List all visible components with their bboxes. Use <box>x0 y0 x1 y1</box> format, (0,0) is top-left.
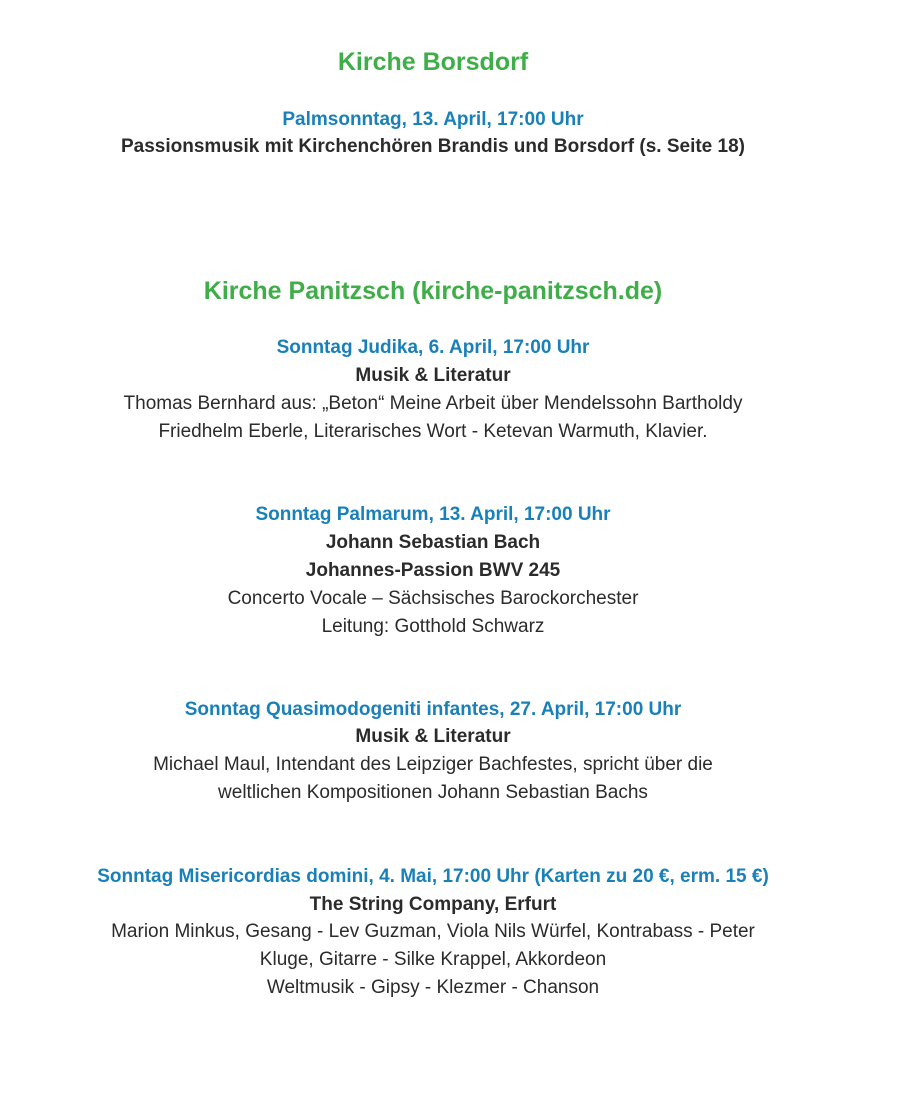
event-title-misericordias: The String Company, Erfurt <box>309 894 557 915</box>
church-title-panitzsch: Kirche Panitzsch (kirche-panitzsch.de) <box>203 277 663 305</box>
event-date-misericordias: Sonntag Misericordias domini, 4. Mai, 17:00 Uhr (Karten zu 20 €, erm. 15 €) <box>97 866 769 887</box>
event-detail-palmarum-1: Concerto Vocale – Sächsisches Barockorchester <box>227 588 639 609</box>
event-detail-judika-1: Thomas Bernhard aus: „Beton“ Meine Arbeit über Mendelssohn Bartholdy <box>123 393 743 414</box>
event-detail-judika-2: Friedhelm Eberle, Literarisches Wort - Ketevan Warmuth, Klavier. <box>158 421 708 442</box>
event-detail-palmarum-2: Leitung: Gotthold Schwarz <box>321 616 545 637</box>
event-date-palmsonntag: Palmsonntag, 13. April, 17:00 Uhr <box>282 109 584 130</box>
event-detail-misericordias-1: Marion Minkus, Gesang - Lev Guzman, Viola Nils Würfel, Kontrabass - Peter <box>111 921 755 942</box>
event-date-quasimodogeniti: Sonntag Quasimodogeniti infantes, 27. April, 17:00 Uhr <box>184 699 682 720</box>
event-detail-misericordias-2: Kluge, Gitarre - Silke Krappel, Akkordeon <box>259 949 607 970</box>
event-title-quasimodogeniti: Musik & Literatur <box>355 726 511 747</box>
church-title-borsdorf: Kirche Borsdorf <box>337 48 529 76</box>
event-title-judika: Musik & Literatur <box>355 365 511 386</box>
event-date-judika: Sonntag Judika, 6. April, 17:00 Uhr <box>276 337 590 358</box>
event-detail-quasimodogeniti-1: Michael Maul, Intendant des Leipziger Bachfestes, spricht über die <box>153 754 713 775</box>
event-detail-misericordias-3: Weltmusik - Gipsy - Klezmer - Chanson <box>266 977 600 998</box>
event-title-passionsmusik: Passionsmusik mit Kirchenchören Brandis und Borsdorf (s. Seite 18) <box>121 136 745 157</box>
event-date-palmarum: Sonntag Palmarum, 13. April, 17:00 Uhr <box>255 504 611 525</box>
event-title-palmarum: Johann Sebastian Bach <box>325 532 541 553</box>
event-subtitle-palmarum: Johannes-Passion BWV 245 <box>305 560 561 581</box>
event-detail-quasimodogeniti-2: weltlichen Kompositionen Johann Sebastian Bachs <box>218 782 648 803</box>
